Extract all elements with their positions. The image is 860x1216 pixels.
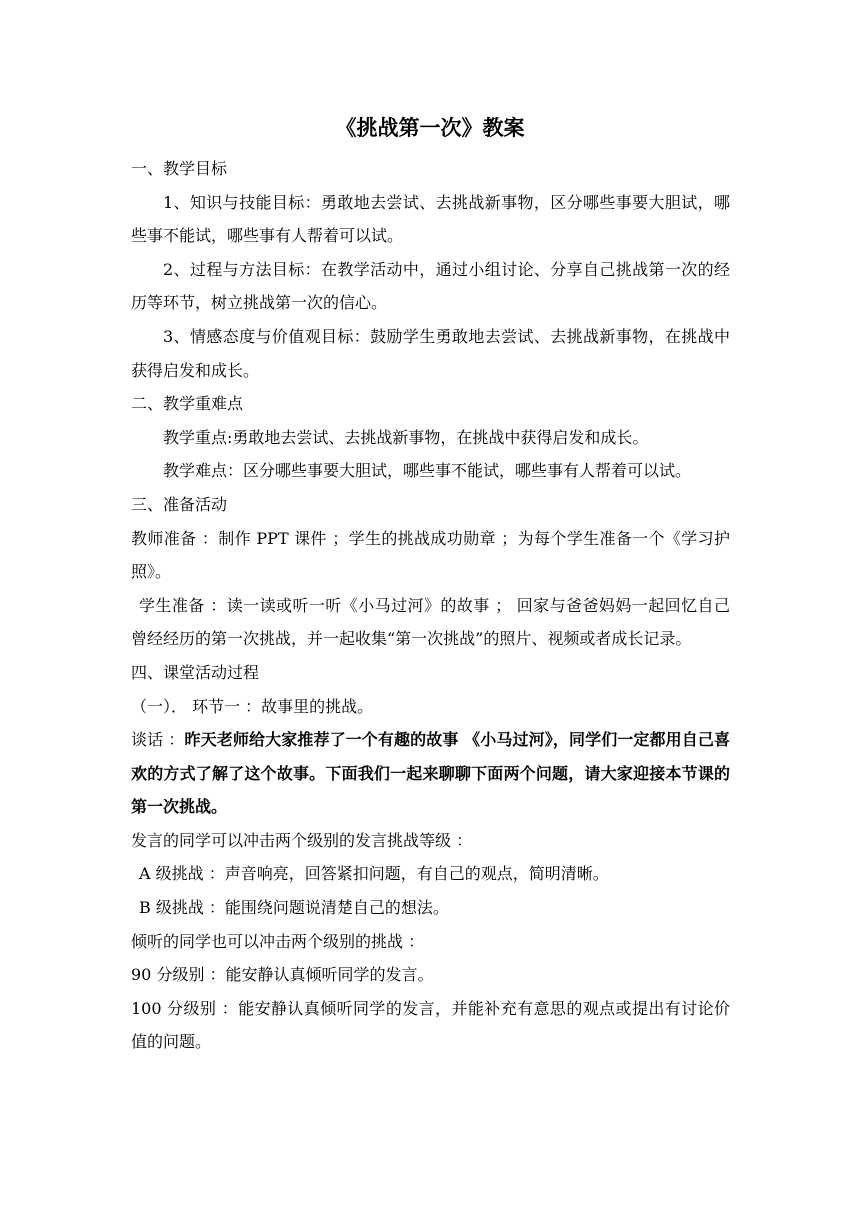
speak-challenge-intro: 发言的同学可以冲击两个级别的发言挑战等级 ： [131,830,473,850]
level-100-challenge: 100 分级别 ：能安静认真倾听同学的发言，并能补充有意思的观点或提出有讨论价值的问题。 [131,998,730,1052]
objective-emotion: 3、情感态度与价值观目标：鼓励学生勇敢地去尝试、去挑战新事物，在挑战中获得启发和成长。 [131,326,730,380]
student-preparation [131,589,730,656]
document-title: 《挑战第一次》教案 [335,116,525,140]
objective-knowledge: 1、知识与技能目标：勇敢地去尝试、去挑战新事物，区分哪些事要大胆试，哪些事不能试，哪些事有人帮着可以试。 [131,192,730,246]
level-b-challenge: B 级挑战 ：能围绕问题说清楚自己的想法。 [139,898,449,918]
key-point: 教学重点:勇敢地去尝试、去挑战新事物，在挑战中获得启发和成长。 [163,427,649,447]
student-preparation-text: 学生准备 ：读一读或听一听《小马过河》的故事 ； 回家与爸爸妈妈一起回忆自己曾经经历的第一次挑战，并一起收集“第一次挑战”的照片、视频或者成长记录。 [131,595,730,649]
document-body [131,152,730,1059]
activity-step-one: （一）． 环节一 ：故事里的挑战。 [131,696,374,716]
talk-label: 谈话 ： [131,730,185,750]
section-heading-objectives: 一、教学目标 [131,159,228,178]
level-90-challenge: 90 分级别 ：能安静认真倾听同学的发言。 [131,965,434,985]
section-heading-activities: 四、课堂活动过程 [131,662,260,682]
section-heading-preparation: 三、准备活动 [131,494,228,514]
teacher-preparation: 教师准备 ：制作 PPT 课件 ；学生的挑战成功勋章 ；为每个学生准备一个《学习护照》。 [131,528,730,582]
objective-process: 2、过程与方法目标：在教学活动中，通过小组讨论、分享自己挑战第一次的经历等环节，树立挑战第一次的信心。 [131,259,730,313]
listen-challenge-intro: 倾听的同学也可以冲击两个级别的挑战 ： [131,931,425,951]
talk-paragraph [131,723,730,824]
level-a-challenge: A 级挑战 ：声音响亮，回答紧扣问题，有自己的观点，简明清晰。 [139,864,609,884]
difficult-point: 教学难点：区分哪些事要大胆试，哪些事不能试，哪些事有人帮着可以试。 [163,461,692,481]
section-heading-key-points: 二、教学重难点 [131,394,244,414]
talk-text: 昨天老师给大家推荐了一个有趣的故事 《小马过河》，同学们一定都用自己喜欢的方式了解了这个故事。下面我们一起来聊聊下面两个问题，请大家迎接本节课的第一次挑战。 [131,730,730,817]
